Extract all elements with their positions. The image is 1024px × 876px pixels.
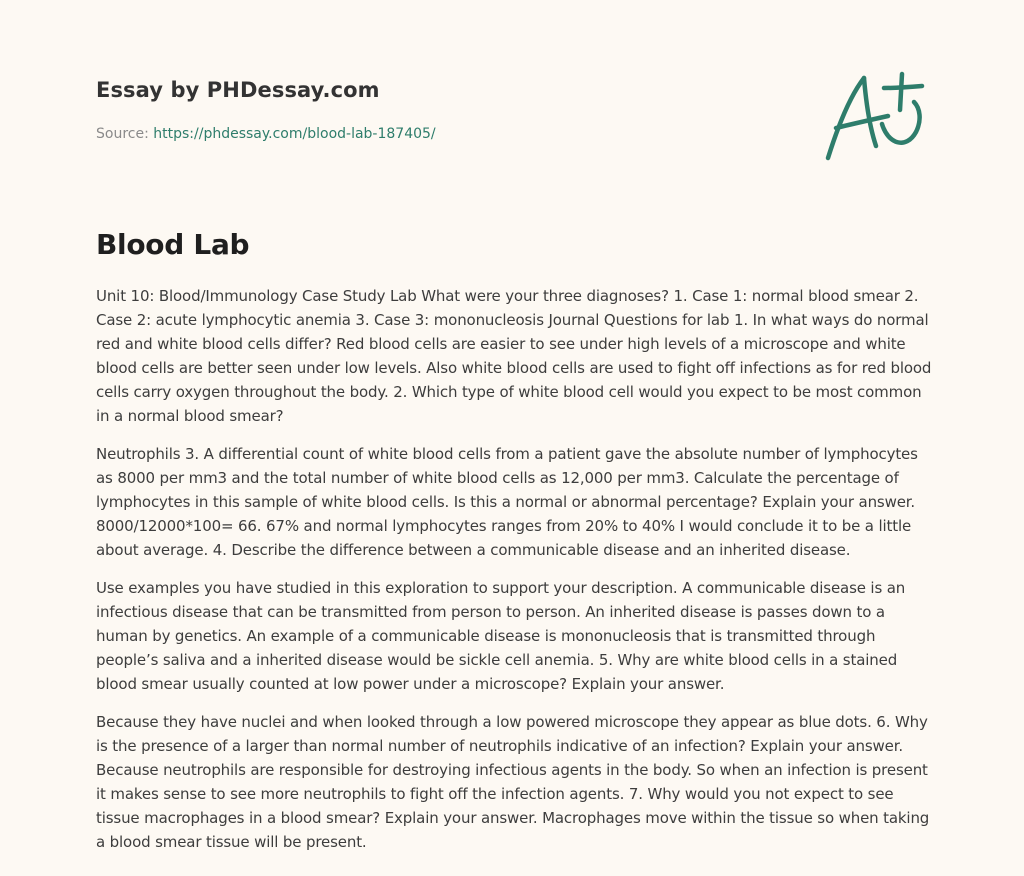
article-title: Blood Lab	[96, 228, 250, 261]
article-paragraph: Neutrophils 3. A differential count of white blood cells from a patient gave the absolute number of lymphocytes as 8000 per mm3 and the total number of white blood cells as 12,000 per mm3. Calculate the percentage of lymphocytes in this sample of white blood cells. Is this a normal or abnormal percentage? Explain your answer. 8000/12000*100= 66. 67% and normal lymphocytes ranges from 20% to 40% I would conclude it to be a little about average. 4. Describe the difference between a communicable disease and an inherited disease.	[96, 445, 918, 559]
source-line	[96, 124, 656, 144]
article-paragraph: Because they have nuclei and when looked through a low powered microscope they appear as blue dots. 6. Why is the presence of a larger than normal number of neutrophils indicative of an infection? Explain your answer. Because neutrophils are responsible for destroying infectious agents in the body. So when an infection is present it makes sense to see more neutrophils to fight off the infection agents. 7. Why would you not expect to see tissue macrophages in a blood smear? Explain your answer. Macrophages move within the tissue so when taking a blood smear tissue will be present.	[96, 713, 930, 851]
article-body	[96, 284, 932, 868]
article-paragraph: Unit 10: Blood/Immunology Case Study Lab What were your three diagnoses? 1. Case 1: normal blood smear 2. Case 2: acute lymphocytic anemia 3. Case 3: mononucleosis Journal Questions for lab 1. In what ways do normal red and white blood cells differ? Red blood cells are easier to see under high levels of a microscope and white blood cells are better seen under low levels. Also white blood cells are used to fight off infections as for red blood cells carry oxygen throughout the body. 2. Which type of white blood cell would you expect to be most common in a normal blood smear?	[96, 287, 932, 425]
site-brand: Essay by PHDessay.com	[96, 78, 380, 102]
source-label: Source:	[96, 126, 154, 142]
source-link[interactable]: https://phdessay.com/blood-lab-187405/	[153, 126, 436, 142]
essay-header	[96, 76, 656, 144]
article-paragraph: Use examples you have studied in this exploration to support your description. A communicable disease is an infectious disease that can be transmitted from person to person. An inherited disease is passes down to a human by genetics. An example of a communicable disease is mononucleosis that is transmitted through people’s saliva and a inherited disease would be sickle cell anemia. 5. Why are white blood cells in a stained blood smear usually counted at low power under a microscope? Explain your answer.	[96, 579, 906, 693]
a-plus-grade-icon	[818, 66, 930, 166]
